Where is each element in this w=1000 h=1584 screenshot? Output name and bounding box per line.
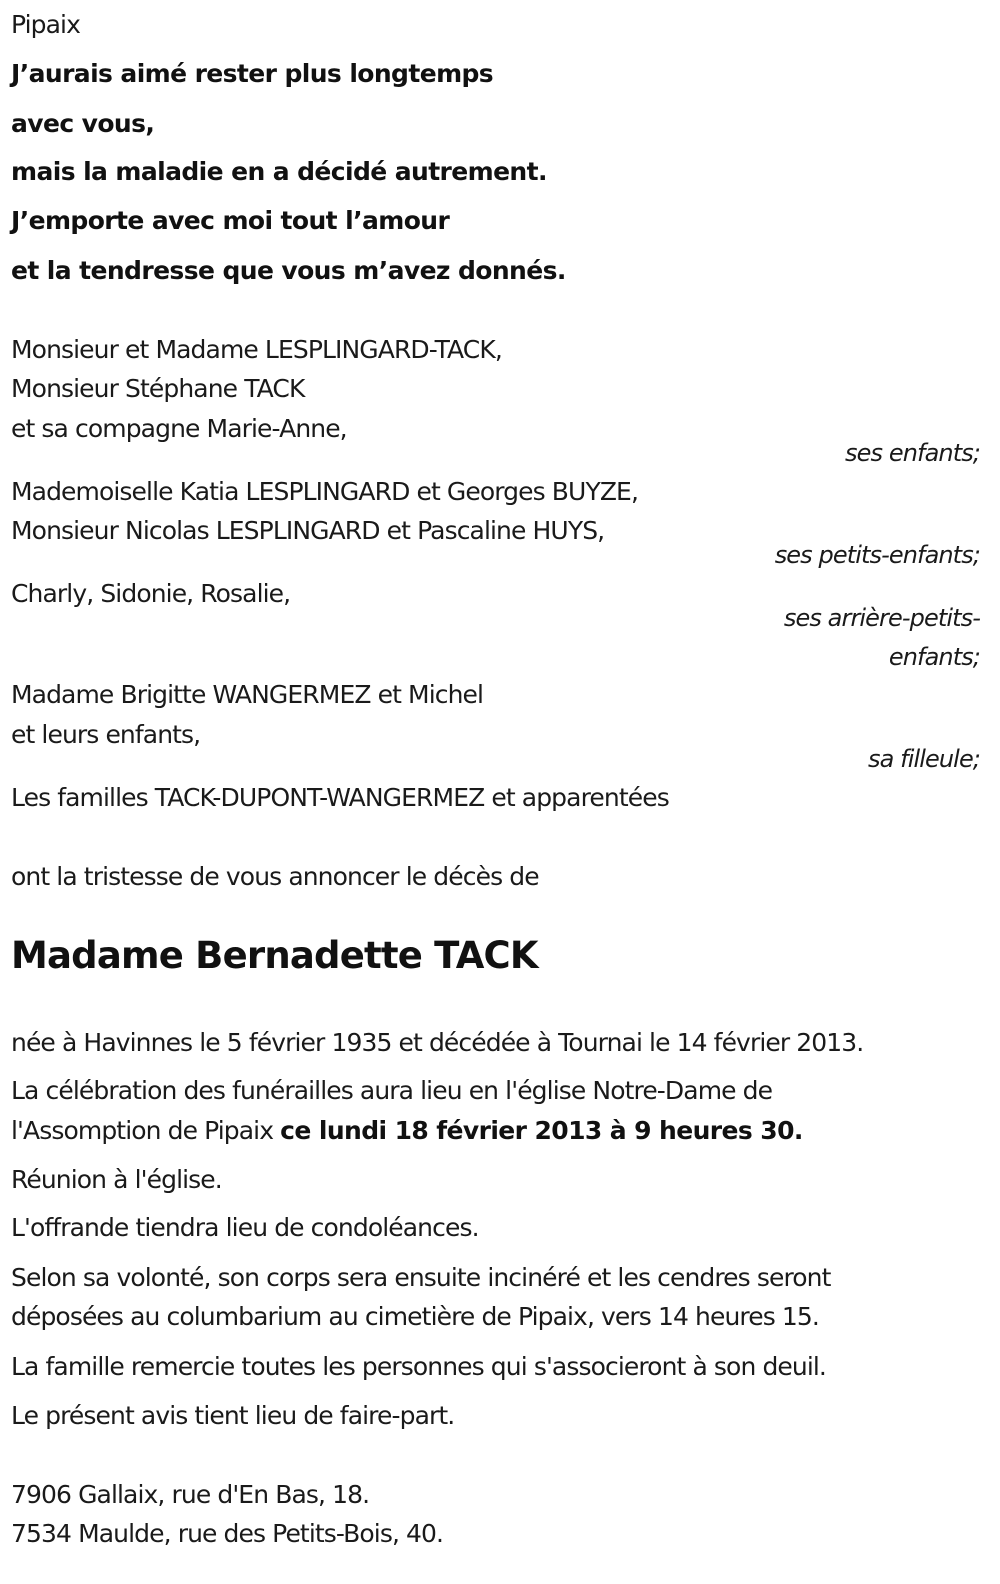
offering-line: L'offrande tiendra lieu de condoléances. <box>11 1213 479 1242</box>
notice-line: Le présent avis tient lieu de faire-part. <box>11 1401 455 1430</box>
extended-families: Les familles TACK-DUPONT-WANGERMEZ et apparentées <box>11 783 669 812</box>
family-line: Monsieur Stéphane TACK <box>11 374 305 403</box>
family-line: et leurs enfants, <box>11 720 201 749</box>
family-line: Mademoiselle Katia LESPLINGARD et Georges BUYZE, <box>11 477 638 506</box>
family-line: Charly, Sidonie, Rosalie, <box>11 579 291 608</box>
poem-line: avec vous, <box>11 109 155 138</box>
ceremony-datetime: ce lundi 18 février 2013 à 9 heures 30. <box>280 1116 803 1145</box>
announcement-text: ont la tristesse de vous annoncer le décès de <box>11 862 539 891</box>
ceremony-line <box>11 1116 803 1146</box>
address-line: 7534 Maulde, rue des Petits-Bois, 40. <box>11 1519 444 1548</box>
poem-line: et la tendresse que vous m’avez donnés. <box>11 256 566 285</box>
poem-line: mais la maladie en a décidé autrement. <box>11 157 547 186</box>
family-line: Madame Brigitte WANGERMEZ et Michel <box>11 680 484 709</box>
deceased-name: Madame Bernadette TACK <box>11 934 538 977</box>
relation-label: ses arrière-petits- <box>783 604 980 632</box>
poem-line: J’aurais aimé rester plus longtemps <box>11 59 494 88</box>
poem-line: J’emporte avec moi tout l’amour <box>11 206 450 235</box>
meeting-line: Réunion à l'église. <box>11 1165 222 1194</box>
thanks-line: La famille remercie toutes les personnes qui s'associeront à son deuil. <box>11 1352 826 1381</box>
family-line: et sa compagne Marie-Anne, <box>11 414 347 443</box>
address-line: 7906 Gallaix, rue d'En Bas, 18. <box>11 1480 370 1509</box>
cremation-line: déposées au columbarium au cimetière de Pipaix, vers 14 heures 15. <box>11 1302 819 1331</box>
cremation-line: Selon sa volonté, son corps sera ensuite incinéré et les cendres seront <box>11 1263 831 1292</box>
location-header: Pipaix <box>11 10 81 39</box>
family-line: Monsieur Nicolas LESPLINGARD et Pascaline HUYS, <box>11 516 605 545</box>
relation-label: ses enfants; <box>845 439 980 467</box>
relation-label: sa filleule; <box>868 745 980 773</box>
ceremony-place: l'Assomption de Pipaix <box>11 1116 281 1145</box>
family-line: Monsieur et Madame LESPLINGARD-TACK, <box>11 335 502 364</box>
ceremony-line: La célébration des funérailles aura lieu en l'église Notre-Dame de <box>11 1076 773 1105</box>
relation-label: enfants; <box>888 643 980 671</box>
birth-death-line: née à Havinnes le 5 février 1935 et décédée à Tournai le 14 février 2013. <box>11 1028 864 1057</box>
relation-label: ses petits-enfants; <box>774 541 980 569</box>
